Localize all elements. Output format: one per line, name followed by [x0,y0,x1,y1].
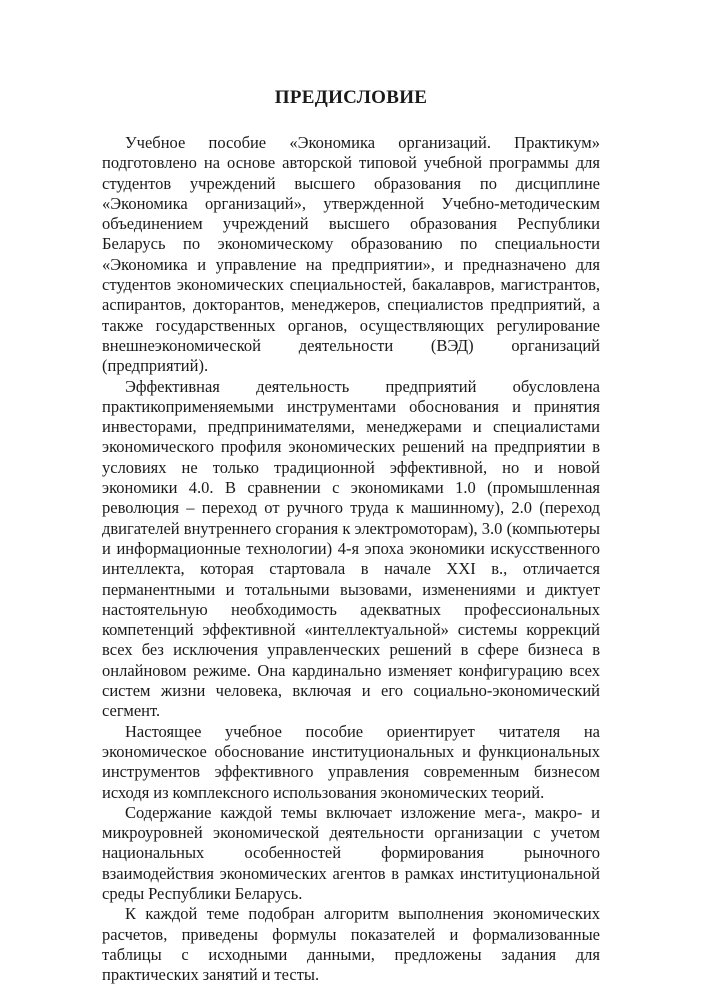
paragraph-2: Эффективная деятельность предприятий обусловлена практикоприменяемыми инструментами обоснования и принятия инвесторами, предпринимателями, менеджерами и специалистами экономического профиля экономических решений на предприятии в условиях не только традиционной эффективной, но и новой экономики 4.0. В сравнении с экономиками 1.0 (промышленная революция – переход от ручного труда к машинному), 2.0 (переход двигателей внутреннего сгорания к электромоторам), 3.0 (компьютеры и информационные технологии) 4-я эпоха экономики искусственного интеллекта, которая стартовала в начале XXI в., отличается перманентными и тотальными вызовами, изменениями и диктует настоятельную необходимость адекватных профессиональных компетенций эффективной «интеллектуальной» системы коррекций всех без исключения управленческих решений в сфере бизнеса в онлайновом режиме. Она кардинально изменяет конфигурацию всех систем жизни человека, включая и его социально-экономический сегмент. [102,376,600,721]
paragraph-3: Настоящее учебное пособие ориентирует читателя на экономическое обоснование институциональных и функциональных инструментов эффективного управления современным бизнесом исходя из комплексного использования экономических теорий. [102,721,600,802]
paragraph-5: К каждой теме подобран алгоритм выполнения экономических расчетов, приведены формулы показателей и формализованные таблицы с исходными данными, предложены задания для практических занятий и тесты. [102,904,600,985]
page-title: ПРЕДИСЛОВИЕ [274,87,428,108]
paragraph-1: Учебное пособие «Экономика организаций. Практикум» подготовлено на основе авторской типовой учебной программы для студентов учреждений высшего образования по дисциплине «Экономика организаций», утвержденной Учебно-методическим объединением учреждений высшего образования Республики Беларусь по экономическому образованию по специальности «Экономика и управление на предприятии», и предназначено для студентов экономических специальностей, бакалавров, магистрантов, аспирантов, докторантов, менеджеров, специалистов предприятий, а также государственных органов, осуществляющих регулирование внешнеэкономической деятельности (ВЭД) организаций (предприятий). [102,133,600,376]
paragraph-4: Содержание каждой темы включает изложение мега-, макро- и микроуровней экономической деятельности организации с учетом национальных особенностей формирования рыночного взаимодействия экономических агентов в рамках институциональной среды Республики Беларусь. [102,802,600,903]
document-page [102,86,600,985]
